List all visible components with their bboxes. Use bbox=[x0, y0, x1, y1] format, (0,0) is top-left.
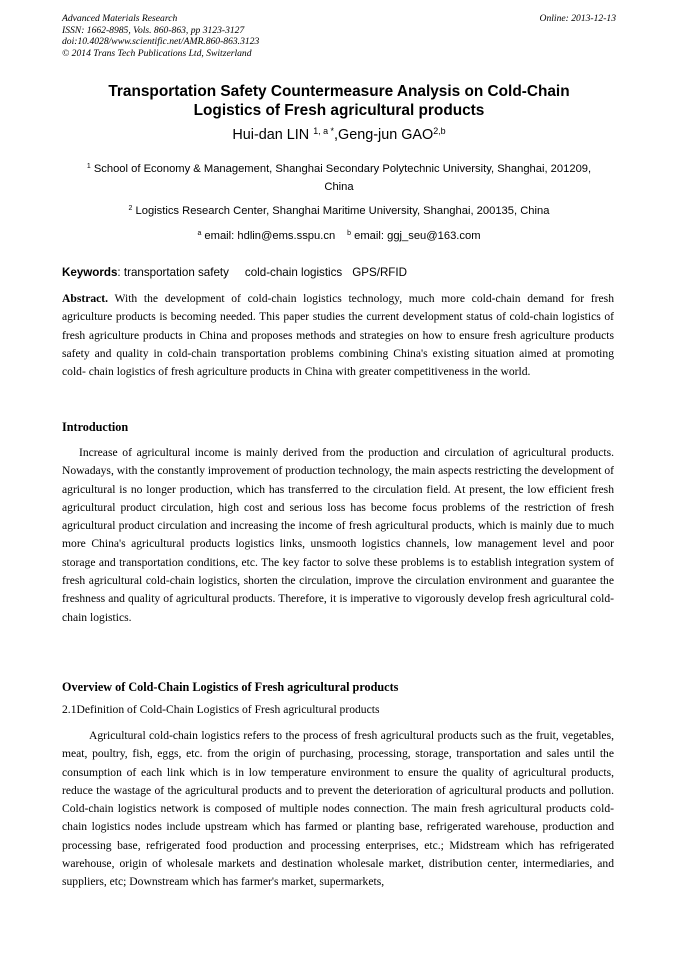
affiliation-1-text: School of Economy & Management, Shanghai Secondary Polytechnic University, Shanghai, 201209, China bbox=[93, 163, 592, 193]
author-2-marks: 2,b bbox=[433, 126, 446, 137]
affiliation-2-text: Logistics Research Center, Shanghai Maritime University, Shanghai, 200135, China bbox=[135, 205, 550, 217]
email-a: email: hdlin@ems.sspu.cn bbox=[204, 230, 336, 242]
affiliation-2 bbox=[72, 202, 606, 220]
affiliation-1 bbox=[72, 160, 606, 196]
email-b: email: ggj_seu@163.com bbox=[354, 230, 481, 242]
affiliation-1-mark: 1 bbox=[86, 163, 91, 171]
keyword-2: cold-chain logistics bbox=[244, 266, 343, 279]
abstract-label: Abstract. bbox=[62, 292, 109, 305]
author-2-name: Geng-jun GAO bbox=[338, 127, 434, 143]
online-date: Online: 2013-12-13 bbox=[539, 13, 616, 24]
author-emails bbox=[62, 227, 616, 245]
author-list bbox=[62, 126, 616, 144]
journal-issn: ISSN: 1662-8985, Vols. 860-863, pp 3123-3127 bbox=[62, 24, 245, 36]
keywords: Keywords: transportation safety cold-chain logistics GPS/RFID bbox=[62, 266, 407, 279]
author-1-marks: 1, a * bbox=[313, 126, 334, 137]
title-line-1: Transportation Safety Countermeasure Analysis on Cold-Chain bbox=[108, 83, 570, 100]
definition-paragraph: Agricultural cold-chain logistics refers to the process of fresh agricultural products such as the fruit, vegetables, meat, poultry, fish, eggs, etc. from the origin of purchasing, processing, storage, transportation and sales until the consumption of each link which is in low temperature environment to ensure the quality of agricultural products, reduce the wastage of the agricultural products and to prevent the deterioration of agricultural products and pollution. Cold-chain logistics network is composed of multiple nodes connection. The main fresh agricultural products cold-chain logistics nodes include upstream which has farmed or planting base, refrigerated warehouse, production and processing base, refrigerated food production and processing enterprises, etc.; Midstream which has refrigerated warehouse, origin of wholesale markets and destination wholesale market, distribution center, intermediaries, and suppliers, etc; Downstream which has farmer's market, supermarkets, bbox=[62, 729, 614, 889]
keywords-label: Keywords bbox=[62, 266, 118, 279]
affiliation-2-mark: 2 bbox=[128, 205, 133, 213]
definition-subheading: 2.1Definition of Cold-Chain Logistics of Fresh agricultural products bbox=[62, 703, 380, 716]
abstract-text: With the development of cold-chain logistics technology, much more cold-chain demand for fresh agriculture products is becoming needed. This paper studies the current development status of cold-chain logistics of fresh agriculture products in China and proposes methods and strategies on how to ensure fresh agriculture products safety and quality in cold-chain transportation problems combining China's existing situation aimed at promoting cold- chain logistics of fresh agriculture products in China with greater competitiveness in the world. bbox=[62, 292, 614, 379]
title-line-2: Logistics of Fresh agricultural products bbox=[193, 102, 485, 119]
abstract bbox=[62, 290, 614, 381]
keyword-3: GPS/RFID bbox=[352, 266, 407, 279]
journal-name: Advanced Materials Research bbox=[62, 13, 178, 24]
journal-header bbox=[62, 13, 616, 59]
author-1-name: Hui-dan LIN bbox=[232, 127, 314, 143]
paper-title bbox=[62, 82, 616, 120]
author-separator: , bbox=[334, 127, 338, 143]
email-a-mark: a bbox=[197, 230, 202, 238]
introduction-paragraph: Increase of agricultural income is mainly derived from the production and circulation of agricultural products. Nowadays, with the constantly improvement of production technology, the main aspects restricting the development of agricultural is no longer production, which has transferred to the circulation field. At present, the low efficient fresh agricultural product circulation, high cost and serious loss has become focus problems of the restriction of fresh agricultural product circulation and increasing the income of fresh agricultural products, which is mainly due to much more China's agricultural products logistics links, unsmooth logistics channels, low management level and poor storage and transportation conditions, etc. The key factor to solve these problems is to establish integration system of fresh agricultural cold-chain logistics, shorten the circulation, improve the circulation environment and guarantee the freshness and quality of agricultural products. Therefore, it is imperative to vigorously develop fresh agricultural cold-chain logistics. bbox=[62, 446, 614, 624]
journal-copyright: © 2014 Trans Tech Publications Ltd, Switzerland bbox=[62, 47, 252, 59]
keyword-1: transportation safety bbox=[123, 266, 229, 279]
introduction-heading: Introduction bbox=[62, 420, 129, 434]
journal-doi: doi:10.4028/www.scientific.net/AMR.860-863.3123 bbox=[62, 36, 260, 48]
email-b-mark: b bbox=[347, 230, 352, 238]
overview-heading: Overview of Cold-Chain Logistics of Fresh agricultural products bbox=[62, 680, 399, 694]
